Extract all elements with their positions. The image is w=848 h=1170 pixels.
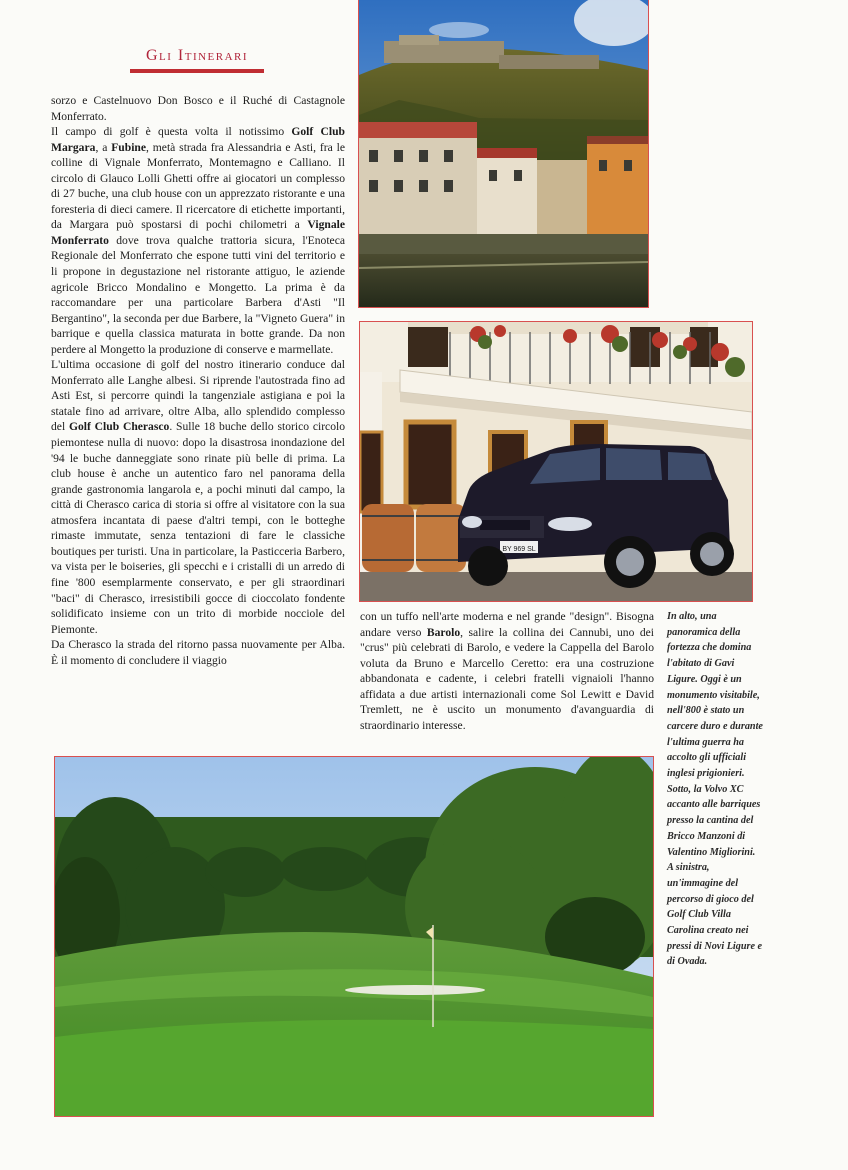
car-photo-illustration (360, 322, 752, 601)
paragraph-text: con un tuffo nell'arte moderna e nel grande "design". Bisogna andare verso (360, 610, 654, 639)
fortress-photo (359, 0, 648, 307)
paragraph (51, 637, 345, 668)
paragraph (51, 93, 345, 124)
golf-photo-illustration (55, 757, 653, 1116)
paragraph-text: sorzo e Castelnuovo Don Bosco e il Ruché di Castagnole Monferrato. (51, 94, 345, 123)
barolo-name: Barolo (426, 625, 461, 639)
article-column-1 (51, 93, 345, 668)
paragraph-text: , a (95, 140, 112, 154)
paragraph (360, 609, 654, 733)
fubine-name: Fubine (111, 140, 147, 154)
fortress-photo-illustration (359, 0, 648, 307)
caption-golf: A sinistra, un'immagine del percorso di gioco del Golf Club Villa Carolina creato nei pressi di Novi Ligure e di Ovada. (667, 862, 763, 968)
golf-photo (55, 757, 653, 1116)
caption-car: Sotto, la Volvo XC accanto alle barriques presso la cantina del Bricco Manzoni di Valentino Migliorini. (667, 783, 761, 858)
golf-club-cherasco-name: Golf Club Cherasco (68, 420, 170, 434)
paragraph-text: Da Cherasco la strada del ritorno passa nuovamente per Alba. È il momento di concludere il viaggio (51, 638, 345, 667)
paragraph (51, 357, 345, 637)
article-column-2 (360, 609, 654, 733)
paragraph-text: L'ultima occasione di golf del nostro itinerario conduce dal Monferrato alle Langhe albesi. Si riprende l'autostrada fino ad Asti Est, si percorre quindi la tangenziale astigiana e poi la statale fino ad arrivare, oltre Alba, allo splendido complesso del (51, 358, 345, 434)
vignale-monferrato-name: Vignale Monferrato (51, 218, 345, 247)
paragraph-text: dove trova qualche trattoria sicura, l'Enoteca Regionale del Monferrato che espone tutti vini del territorio e li propone in degustazione nel ristorante attiguo, le aziende agricole Bricco Mondalino e Mongetto. La prima è da raccomandare per una particolare Barbera d'Asti "Il Bergantino", la seconda per due Barbere, la "Vigneto Guera" in barrique e quella classica maturata in botte grande. Da non perdere al Mongetto la produzione di conserve e marmellate. (51, 233, 345, 356)
paragraph-text: Il campo di golf è questa volta il notissimo (51, 125, 292, 139)
golf-club-margara-name: Golf Club Margara (51, 125, 345, 154)
paragraph-text: . Sulle 18 buche dello storico circolo piemontese nulla di nuovo: dopo la disastrosa inondazione del '94 le buche danneggiate sono rinate più belle di prima. La club house è anche un autentico faro nel panorama della grande gastronomia langarola e, a pochi minuti dal campo, la città di Cherasco carica di storia si offre al visitatore con la sua atmosfera incantata di paese d'altri tempi, con le botteghe rimaste immutate, senza tentazioni di fare le classiche boutiques per turisti. Una in particolare, la Pasticceria Barbero, va vista per le boiseries, gli specchi e i cristalli di un arredo di fine '800 esemplarmente conservato, e per gli straordinari "baci" di Cherasco, irresistibili gocce di cioccolato fondente solidificato insieme con un trito di morbide nocciole del Piemonte. (51, 420, 346, 636)
license-plate: BY 969 SL (502, 546, 536, 553)
paragraph-text: , metà strada fra Alessandria e Asti, fra le colline di Vignale Monferrato, Montemagno e Calliano. Il circolo di Glauco Lolli Ghetti offre ai giocatori un complesso di 27 buche, una club house con un apprezzato ristorante e una foresteria di dieci camere. Il ricercatore di etichette importanti, da Margara può spostarsi di pochi chilometri a (51, 140, 345, 232)
caption-fortress: In alto, una panoramica della fortezza che domina l'abitato di Gavi Ligure. Oggi è un monumento visitabile, nell'800 è stato un carcere duro e durante l'ultima guerra ha accolto gli ufficiali inglesi prigionieri. (667, 611, 763, 780)
section-title: Gli Itinerari (145, 47, 249, 64)
section-rule (130, 69, 264, 73)
car-photo (360, 322, 752, 601)
paragraph (51, 124, 345, 357)
photo-caption (667, 609, 767, 970)
paragraph-text: , salire la collina dei Cannubi, uno dei "crus" più celebrati di Barolo, e vedere la Cappella del Barolo voluta da Bruno e Marcello Ceretto: era una costruzione abbandonata e cadente, i celebri fratelli vignaioli l'hanno affidata a due artisti internazionali come Sol Lewitt e David Tremlett, ne è uscito un monumento d'avanguardia di straordinario interesse. (360, 625, 654, 732)
